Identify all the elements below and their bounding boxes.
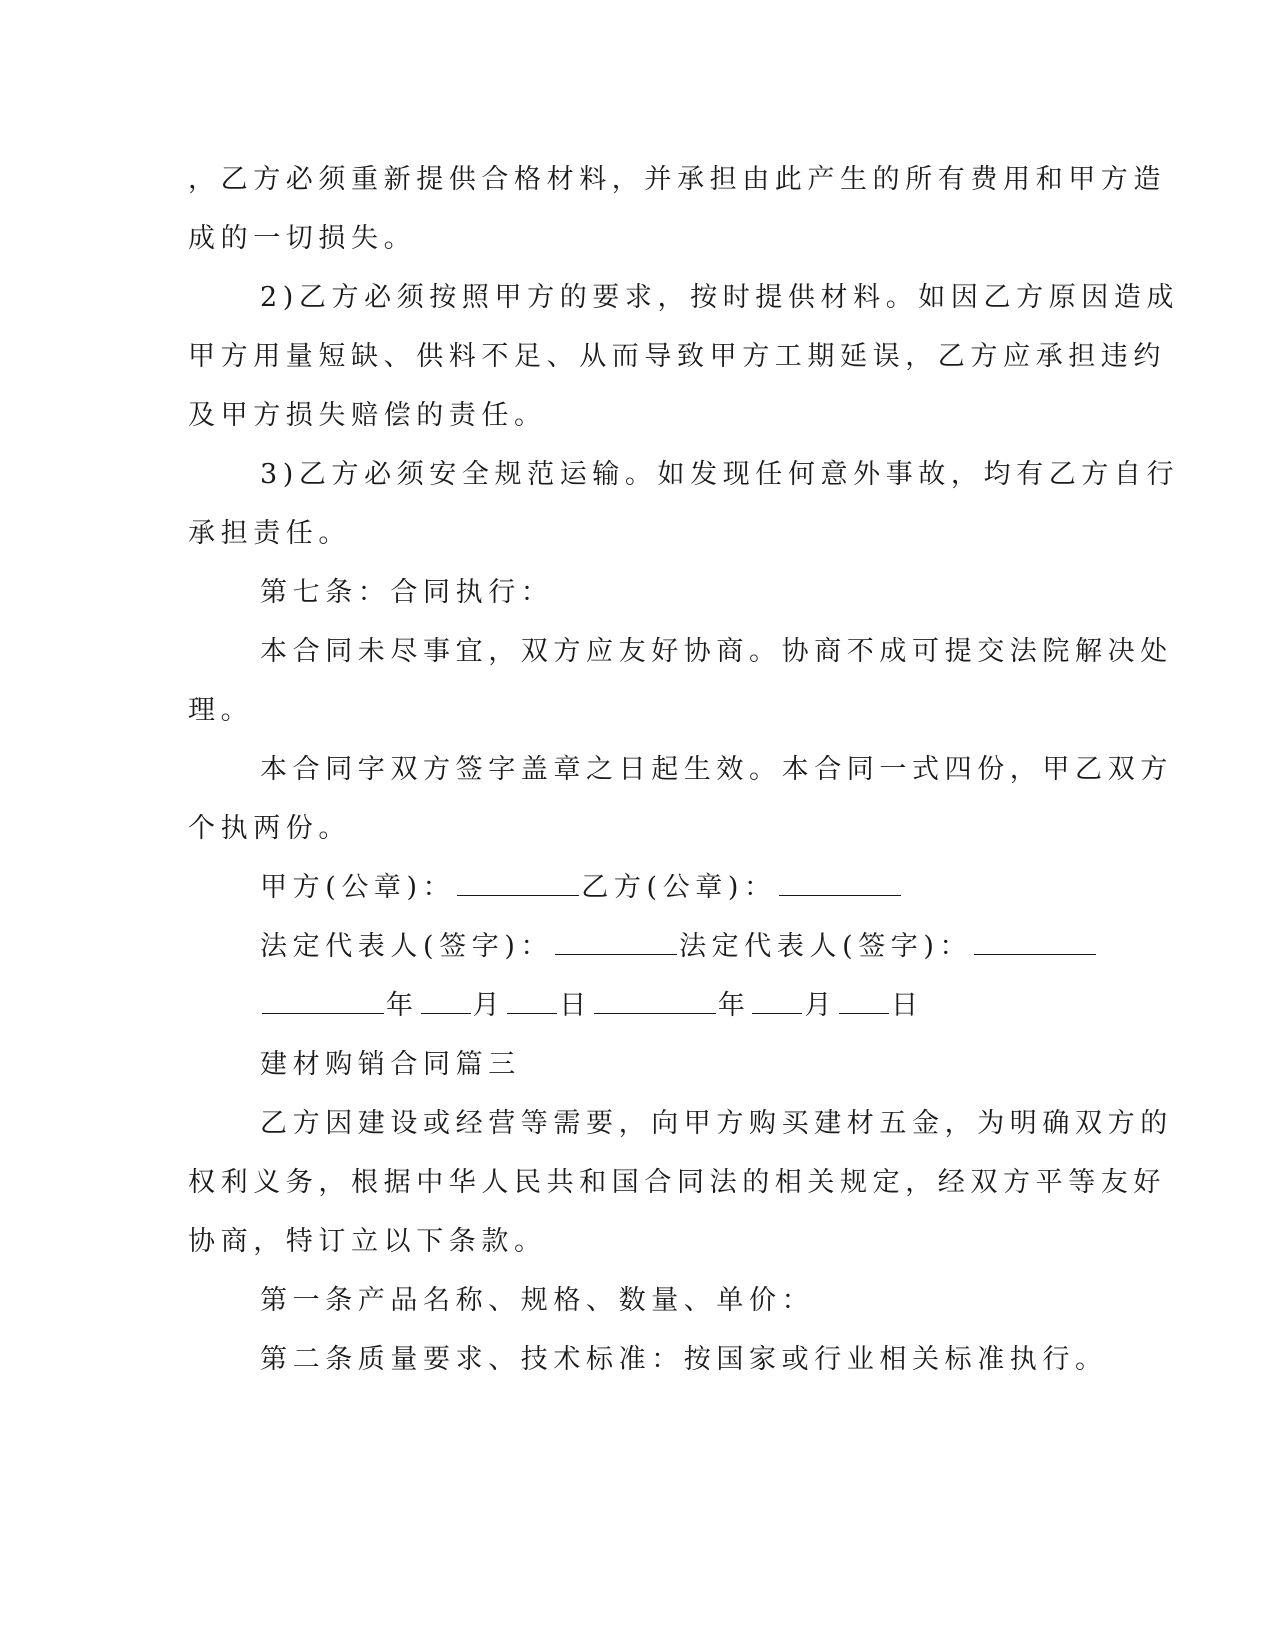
rep-b-label: 法定代表人(签字)： bbox=[679, 931, 973, 962]
representative-line bbox=[260, 930, 1098, 964]
article-heading: 第一条产品名称、规格、数量、单价： bbox=[260, 1285, 815, 1316]
article-heading: 第二条质量要求、技术标准：按国家或行业相关标准执行。 bbox=[260, 1344, 1108, 1375]
day-b-label: 日 bbox=[891, 990, 924, 1021]
body-line: 协商，特订立以下条款。 bbox=[188, 1226, 547, 1257]
body-line: 乙方因建设或经营等需要，向甲方购买建材五金，为明确双方的 bbox=[260, 1108, 1173, 1139]
party-a-seal-label: 甲方(公章)： bbox=[260, 872, 456, 903]
month-b-label: 月 bbox=[804, 990, 838, 1021]
seal-line bbox=[260, 871, 903, 905]
day-b-blank bbox=[839, 989, 889, 1014]
day-a-label: 日 bbox=[559, 990, 592, 1021]
body-line: 权利义务，根据中华人民共和国合同法的相关规定，经双方平等友好 bbox=[188, 1167, 1166, 1198]
section-heading: 建材购销合同篇三 bbox=[260, 1049, 521, 1080]
year-a-label: 年 bbox=[386, 990, 419, 1021]
article-heading: 第七条：合同执行： bbox=[260, 577, 554, 608]
body-line: 个执两份。 bbox=[188, 813, 351, 844]
rep-a-blank bbox=[555, 930, 677, 955]
rep-a-label: 法定代表人(签字)： bbox=[260, 931, 554, 962]
year-b-label: 年 bbox=[717, 990, 751, 1021]
body-line: 3)乙方必须安全规范运输。如发现任何意外事故，均有乙方自行 bbox=[260, 459, 1180, 490]
date-line bbox=[260, 989, 924, 1023]
body-line: 承担责任。 bbox=[188, 518, 351, 549]
month-a-label: 月 bbox=[472, 990, 506, 1021]
year-a-blank bbox=[262, 989, 384, 1014]
body-line: 2)乙方必须按照甲方的要求，按时提供材料。如因乙方原因造成 bbox=[260, 282, 1180, 313]
rep-b-blank bbox=[974, 930, 1096, 955]
body-line: ，乙方必须重新提供合格材料，并承担由此产生的所有费用和甲方造 bbox=[188, 164, 1166, 195]
month-a-blank bbox=[421, 989, 471, 1014]
party-a-seal-blank bbox=[457, 871, 579, 896]
body-line: 理。 bbox=[188, 695, 254, 726]
body-line: 成的一切损失。 bbox=[188, 223, 417, 254]
body-line: 及甲方损失赔偿的责任。 bbox=[188, 400, 547, 431]
body-line: 本合同未尽事宜，双方应友好协商。协商不成可提交法院解决处 bbox=[260, 636, 1173, 667]
day-a-blank bbox=[507, 989, 557, 1014]
month-b-blank bbox=[752, 989, 802, 1014]
party-b-seal-label: 乙方(公章)： bbox=[581, 872, 777, 903]
body-line: 甲方用量短缺、供料不足、从而导致甲方工期延误，乙方应承担违约 bbox=[188, 341, 1166, 372]
body-line: 本合同字双方签字盖章之日起生效。本合同一式四份，甲乙双方 bbox=[260, 754, 1173, 785]
party-b-seal-blank bbox=[779, 871, 901, 896]
year-b-blank bbox=[594, 989, 716, 1014]
